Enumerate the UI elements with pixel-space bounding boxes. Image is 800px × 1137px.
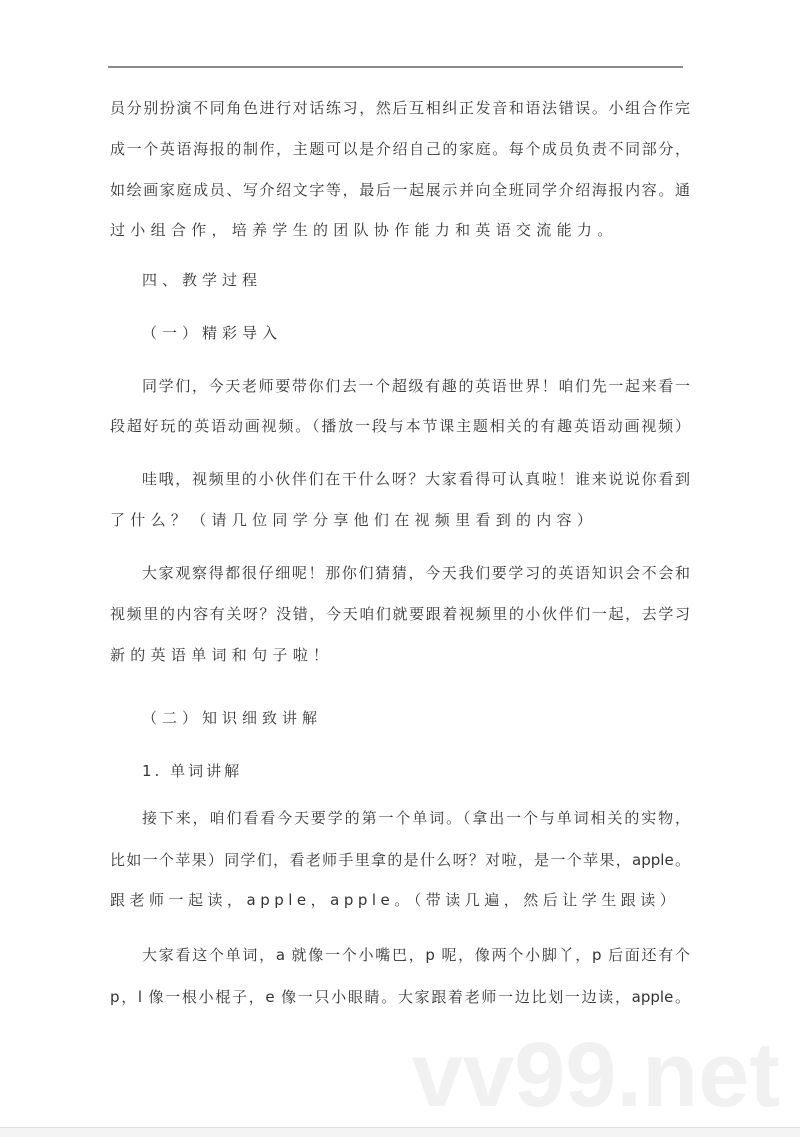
paragraph-line: 如绘画家庭成员、写介绍文字等，最后一起展示并向全班同学介绍海报内容。通 <box>110 181 690 199</box>
paragraph-line: 新的英语单词和句子啦！ <box>110 646 334 664</box>
paragraph-line: 视频里的内容有关呀？没错，今天咱们就要跟着视频里的小伙伴们一起，去学习 <box>110 605 690 623</box>
paragraph-line: 跟老师一起读，apple，apple。（带读几遍，然后让学生跟读） <box>110 891 680 909</box>
paragraph-line: 过小组合作，培养学生的团队协作能力和英语交流能力。 <box>110 221 618 239</box>
paragraph-line: 比如一个苹果）同学们，看老师手里拿的是什么呀？对啦，是一个苹果，apple。 <box>110 851 690 869</box>
paragraph-line: 了什么？（请几位同学分享他们在视频里看到的内容） <box>110 511 598 529</box>
page-bottom-edge <box>0 1127 800 1137</box>
subsection-heading: （一）精彩导入 <box>142 324 283 342</box>
paragraph-line: 大家观察得都很仔细呢！那你们猜猜，今天我们要学习的英语知识会不会和 <box>142 564 690 582</box>
paragraph-line: 哇哦，视频里的小伙伴们在干什么呀？大家看得可认真啦！谁来说说你看到 <box>142 470 690 488</box>
watermark: vv99.net <box>411 1024 780 1126</box>
paragraph-line: 接下来，咱们看看今天要学的第一个单词。（拿出一个与单词相关的实物， <box>142 809 690 827</box>
paragraph-line: 成一个英语海报的制作，主题可以是介绍自己的家庭。每个成员负责不同部分， <box>110 140 690 158</box>
section-heading: 四、教学过程 <box>142 271 263 289</box>
paragraph-line: p，l 像一根小棍子，e 像一只小眼睛。大家跟着老师一边比划一边读，apple。 <box>110 988 690 1006</box>
paragraph-line: 大家看这个单词，a 就像一个小嘴巴，p 呢，像两个小脚丫，p 后面还有个 <box>142 946 690 964</box>
paragraph-line: 段超好玩的英语动画视频。（播放一段与本节课主题相关的有趣英语动画视频） <box>110 417 690 435</box>
subsection-heading: 1. 单词讲解 <box>142 762 243 780</box>
header-rule <box>108 66 683 68</box>
paragraph-line: 同学们，今天老师要带你们去一个超级有趣的英语世界！咱们先一起来看一 <box>142 377 690 395</box>
paragraph-line: 员分别扮演不同角色进行对话练习，然后互相纠正发音和语法错误。小组合作完 <box>110 99 690 117</box>
subsection-heading: （二）知识细致讲解 <box>142 709 323 727</box>
